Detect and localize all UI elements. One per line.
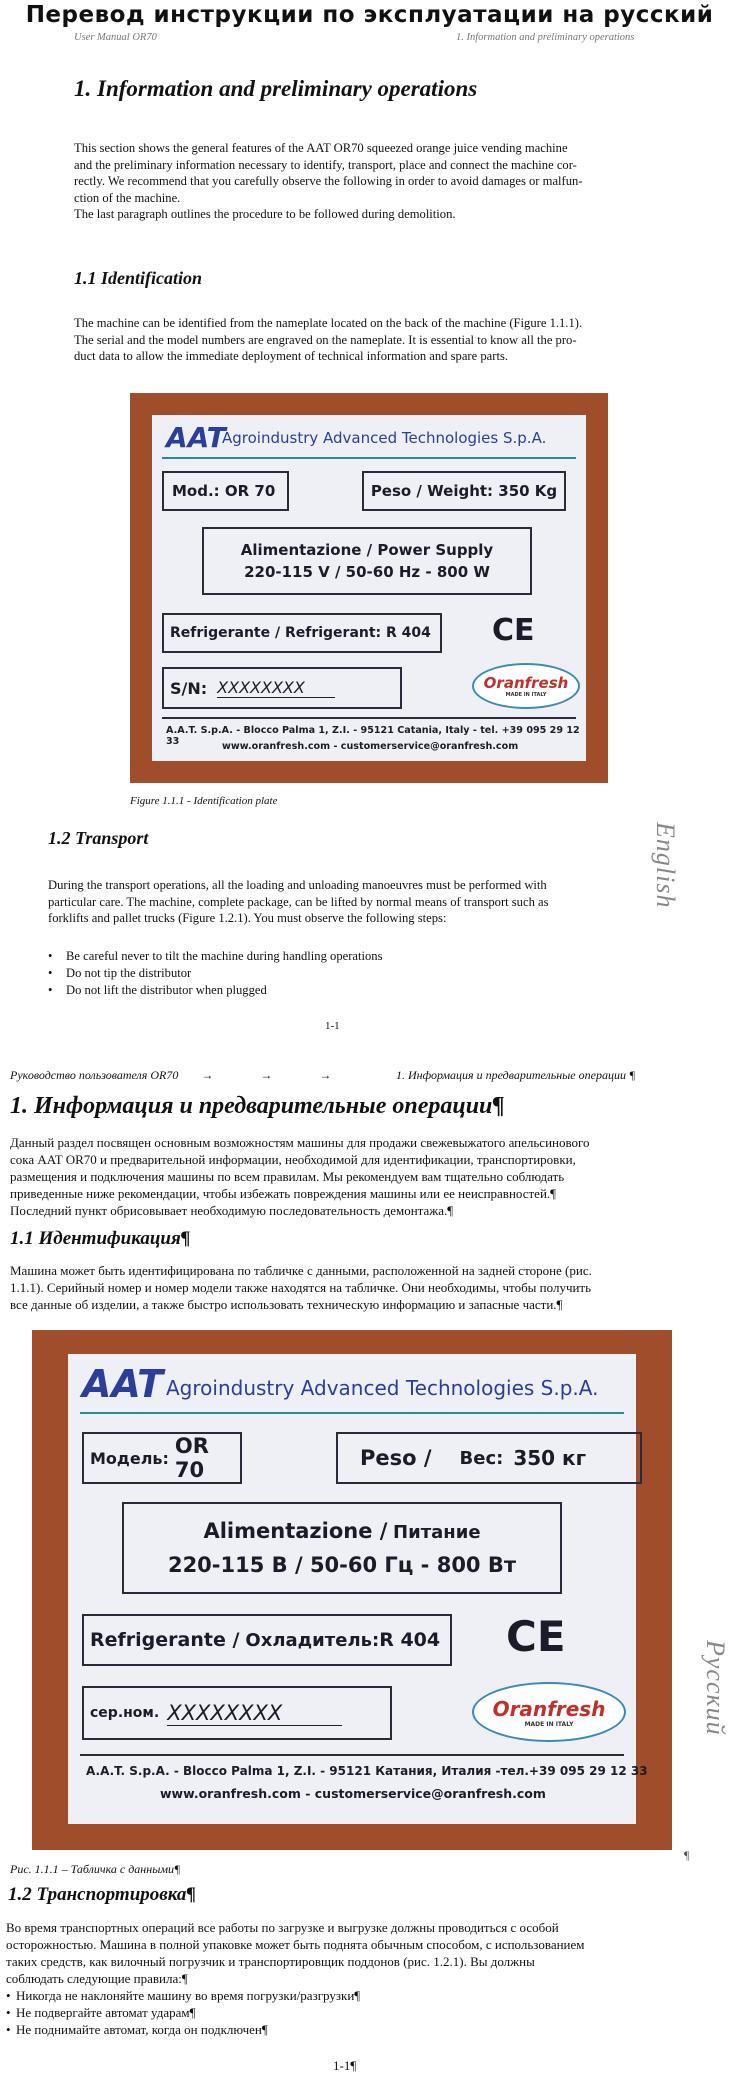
plate-power-supply: Alimentazione / Power Supply 220-115 V / 50-60 Hz - 800 W: [202, 527, 532, 595]
ru-side-label: Русский: [701, 1640, 730, 1736]
plate-power-supply: Alimentazione / Питание 220-115 В / 50-60 Гц - 800 Вт: [122, 1502, 562, 1594]
list-item: • Be careful never to tilt the machine during handling operations: [48, 948, 608, 965]
ru-pilcrow: ¶: [684, 1848, 690, 1862]
plate-serial: сер.ном. XXXXXXXX: [82, 1686, 392, 1740]
en-side-label: English: [651, 822, 680, 909]
en-figure-caption: Figure 1.1.1 - Identification plate: [130, 795, 278, 807]
ru-section-transport-title: 1.2 Транспортировка¶: [8, 1884, 196, 1905]
ru-transport-paragraph: Во время транспортных операций все работы по загрузке и выгрузке должны проводиться с особой осторожностью. Машина в полной упаковке может быть поднята обычным способом, с использованием таких средств, как вилочный погрузчик и транспортировщик поддонов (рис. 1.2.1). Вы должны соблюдать следующие правила:¶: [6, 1920, 585, 1986]
ru-page-number: 1-1¶: [333, 2058, 357, 2073]
list-item: • Do not tip the distributor: [48, 965, 608, 982]
plate-refrigerant: Refrigerante / Охладитель: R 404: [82, 1614, 452, 1666]
plate-weight: Peso / Weight: 350 Kg: [362, 471, 566, 511]
list-item: • Do not lift the distributor when plugged: [48, 982, 608, 999]
plate-web: www.oranfresh.com - customerservice@oranfresh.com: [160, 1786, 546, 1801]
ru-intro-paragraph: Данный раздел посвящен основным возможностям машины для продажи свежевыжатого апельсинового сока AAT OR70 и предварительной информации, необходимой для идентификации, транспортировки, размещения и подключения машины по всем правилам. Мы рекомендуем вам тщательно соблюдать приведенные ниже рекомендации, чтобы избежать повреждения машины или ее неисправностей.¶ Последний пункт обрисовывает необходимую последовательность демонтажа.¶: [10, 1135, 590, 1218]
ce-mark: CE: [506, 1612, 566, 1661]
en-transport-paragraph: During the transport operations, all the loading and unloading manoeuvres must be performed with particular care. The machine, complete package, can be lifted by normal means of transport such as forklifts and pallet trucks (Figure 1.2.1). You must observe the following steps:: [48, 878, 549, 925]
ru-chapter-title: 1. Информация и предварительные операции¶: [10, 1093, 505, 1119]
plate-weight: Peso / Вес: 350 кг: [336, 1432, 642, 1484]
en-nameplate-image: [130, 393, 608, 783]
ce-mark: CE: [492, 613, 535, 648]
list-item: • Не подвергайте автомат ударам¶: [6, 2004, 606, 2021]
oranfresh-logo: Oranfresh MADE IN ITALY: [472, 1682, 626, 1742]
en-intro-paragraph: This section shows the general features of the AAT OR70 squeezed orange juice vending machine and the preliminary information necessary to identify, transport, place and connect the machine cor- rectly. We recommend that you carefully observe the following in order to avoid damages or malfun- ction of the machine. The last paragraph outlines the procedure to be followed during demolition.: [74, 141, 583, 221]
plate-address: A.A.T. S.p.A. - Blocco Palma 1, Z.I. - 95121 Catania, Italy - tel. +39 095 29 12 33: [166, 725, 580, 747]
ru-figure-caption: Рис. 1.1.1 – Табличка с данными¶: [10, 1862, 181, 1876]
en-page-number: 1-1: [325, 1020, 340, 1032]
plate-web: www.oranfresh.com - customerservice@oranfresh.com: [222, 741, 519, 752]
plate-company: Agroindustry Advanced Technologies S.p.A.: [166, 1376, 599, 1400]
plate-model: Модель: OR 70: [82, 1432, 242, 1484]
en-running-header-left: User Manual OR70: [74, 32, 157, 43]
ru-running-header: Руководство пользователя OR70 → → → 1. Информация и предварительные операции ¶: [10, 1068, 636, 1082]
ru-section-identification-title: 1.1 Идентификация¶: [10, 1228, 191, 1249]
list-item: • Никогда не наклоняйте машину во время погрузки/разгрузки¶: [6, 1987, 606, 2004]
en-chapter-title: 1. Information and preliminary operations: [74, 76, 478, 101]
page-banner: Перевод инструкции по эксплуатации на русский: [25, 2, 714, 28]
oranfresh-logo: Oranfresh MADE IN ITALY: [472, 663, 580, 709]
en-identification-paragraph: The machine can be identified from the nameplate located on the back of the machine (Figure 1.1.1). The serial and the model numbers are engraved on the nameplate. It is essential to know all the pro- duct data to allow the immediate deployment of technical information and spare parts.: [74, 316, 583, 363]
ru-identification-paragraph: Машина может быть идентифицирована по табличке с данными, расположенной на задней стороне (рис. 1.1.1). Серийный номер и номер модели также находятся на табличке. Они необходимы, чтобы получить все данные об изделии, а также быстро использовать техническую информацию и запасные части.¶: [10, 1263, 592, 1312]
aat-logo: AAT: [82, 1362, 164, 1406]
list-item: • Не поднимайте автомат, когда он подключен¶: [6, 2021, 606, 2038]
ru-nameplate-image: [32, 1330, 672, 1850]
en-transport-steps: [48, 948, 608, 999]
plate-serial: S/N: XXXXXXXX: [162, 667, 402, 709]
plate-company: Agroindustry Advanced Technologies S.p.A.: [222, 429, 547, 447]
en-section-transport-title: 1.2 Transport: [48, 828, 149, 848]
en-running-header-right: 1. Information and preliminary operations: [456, 32, 635, 43]
ru-transport-steps: [6, 1987, 606, 2038]
aat-logo: AAT: [166, 421, 226, 454]
en-section-identification-title: 1.1 Identification: [74, 268, 203, 288]
plate-refrigerant: Refrigerante / Refrigerant: R 404: [162, 613, 442, 653]
plate-model: Mod.: OR 70: [162, 471, 289, 511]
plate-address: A.A.T. S.p.A. - Blocco Palma 1, Z.I. - 95121 Катания, Италия -тел.+39 095 29 12 33: [86, 1764, 648, 1778]
